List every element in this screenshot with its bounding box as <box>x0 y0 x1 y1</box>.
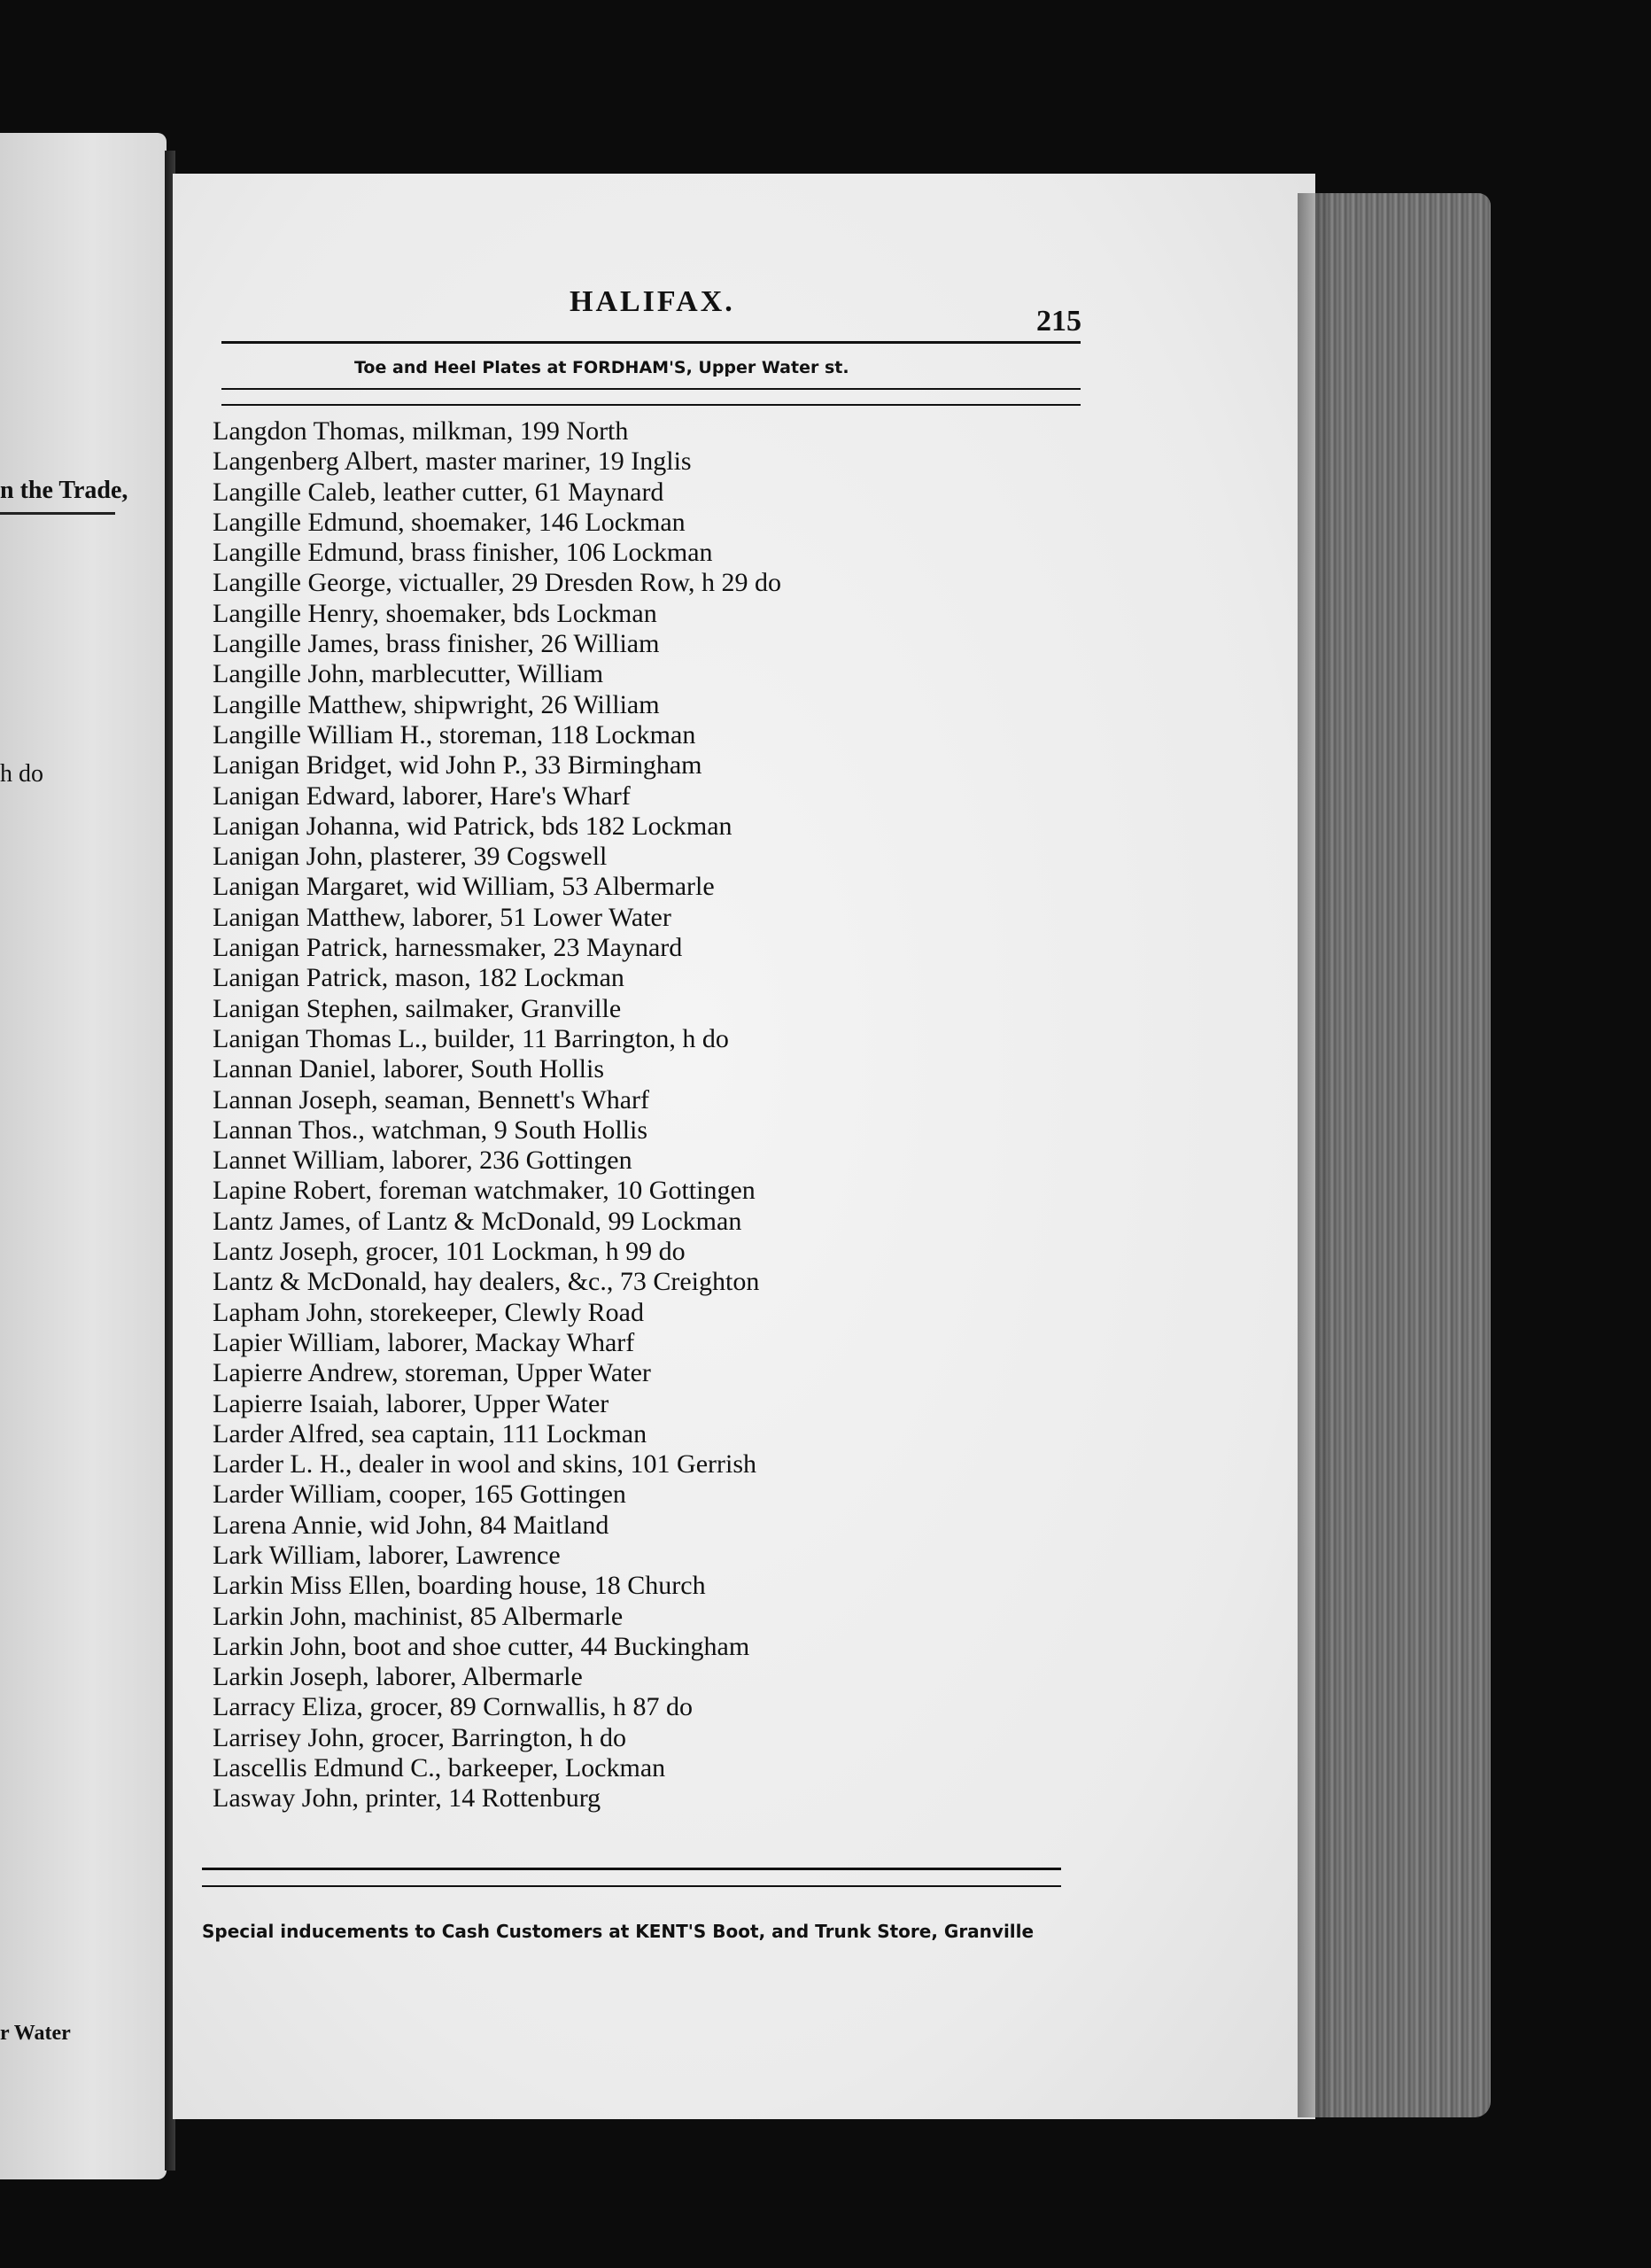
directory-entry: Langille Edmund, shoemaker, 146 Lockman <box>213 507 686 537</box>
directory-entry: Larder William, cooper, 165 Gottingen <box>213 1480 626 1510</box>
directory-entry: Lannan Thos., watchman, 9 South Hollis <box>213 1115 648 1145</box>
header-rule <box>221 388 1081 390</box>
previous-page-do-fragment: h do <box>0 760 43 788</box>
directory-entry: Langille Caleb, leather cutter, 61 Maynard <box>213 477 664 507</box>
directory-entry: Lapine Robert, foreman watchmaker, 10 Gottingen <box>213 1176 756 1206</box>
directory-entry: Larkin John, machinist, 85 Albermarle <box>213 1601 624 1631</box>
directory-entry: Larkin John, boot and shoe cutter, 44 Buckingham <box>213 1631 750 1661</box>
directory-entry: Lanigan Edward, laborer, Hare's Wharf <box>213 781 631 811</box>
header-advertisement: Toe and Heel Plates at FORDHAM'S, Upper Water st. <box>354 358 849 377</box>
page-number: 215 <box>1036 305 1081 338</box>
directory-entry: Lanigan Patrick, harnessmaker, 23 Maynard <box>213 933 683 963</box>
directory-entries <box>213 416 1098 1814</box>
footer-rule <box>202 1868 1061 1870</box>
previous-page-rule <box>0 512 115 515</box>
directory-entry: Langille George, victualler, 29 Dresden Row, h 29 do <box>213 568 781 598</box>
footer-rule <box>202 1885 1061 1887</box>
previous-page-edge <box>0 133 167 2179</box>
previous-page-water-fragment: r Water <box>0 2022 71 2045</box>
directory-entry: Langille Matthew, shipwright, 26 William <box>213 689 660 719</box>
directory-entry: Lannet William, laborer, 236 Gottingen <box>213 1146 632 1176</box>
directory-entry: Lannan Daniel, laborer, South Hollis <box>213 1054 605 1084</box>
directory-entry: Lapier William, laborer, Mackay Wharf <box>213 1327 635 1357</box>
directory-entry: Langille William H., storeman, 118 Lockman <box>213 719 696 750</box>
directory-entry: Larder Alfred, sea captain, 111 Lockman <box>213 1418 647 1449</box>
directory-entry: Langille Edmund, brass finisher, 106 Lockman <box>213 538 713 568</box>
directory-entry: Lanigan Stephen, sailmaker, Granville <box>213 993 622 1023</box>
directory-entry: Larkin Miss Ellen, boarding house, 18 Church <box>213 1571 706 1601</box>
directory-entry: Larder L. H., dealer in wool and skins, 101 Gerrish <box>213 1449 757 1480</box>
header-rule <box>221 404 1081 406</box>
directory-entry: Lannan Joseph, seaman, Bennett's Wharf <box>213 1084 650 1115</box>
header-rule <box>221 341 1081 344</box>
directory-entry: Langenberg Albert, master mariner, 19 Inglis <box>213 447 692 477</box>
directory-entry: Lanigan Patrick, mason, 182 Lockman <box>213 963 624 993</box>
directory-entry: Langdon Thomas, milkman, 199 North <box>213 416 629 446</box>
page-edge-shadow <box>1298 193 1333 2117</box>
directory-entry: Langille Henry, shoemaker, bds Lockman <box>213 598 657 628</box>
directory-entry: Lantz & McDonald, hay dealers, &c., 73 Creighton <box>213 1267 760 1297</box>
directory-entry: Larena Annie, wid John, 84 Maitland <box>213 1510 609 1540</box>
directory-entry: Langille John, marblecutter, William <box>213 659 604 689</box>
directory-entry: Larkin Joseph, laborer, Albermarle <box>213 1662 583 1692</box>
directory-entry: Lasway John, printer, 14 Rottenburg <box>213 1783 601 1814</box>
directory-entry: Lantz Joseph, grocer, 101 Lockman, h 99 do <box>213 1237 686 1267</box>
directory-entry: Lark William, laborer, Lawrence <box>213 1540 561 1570</box>
previous-page-trade-fragment: n the Trade, <box>0 477 128 504</box>
directory-entry: Lapierre Andrew, storeman, Upper Water <box>213 1358 651 1388</box>
directory-entry: Lanigan Bridget, wid John P., 33 Birmingham <box>213 750 702 781</box>
directory-entry: Lapierre Isaiah, laborer, Upper Water <box>213 1388 609 1418</box>
directory-entry: Larracy Eliza, grocer, 89 Cornwallis, h 87 do <box>213 1692 693 1722</box>
footer-advertisement: Special inducements to Cash Customers at KENT'S Boot, and Trunk Store, Granville <box>202 1921 1035 1942</box>
directory-entry: Lanigan Thomas L., builder, 11 Barrington, h do <box>213 1023 729 1053</box>
directory-entry: Lapham John, storekeeper, Clewly Road <box>213 1297 645 1327</box>
directory-entry: Lanigan Johanna, wid Patrick, bds 182 Lockman <box>213 811 732 841</box>
directory-entry: Lantz James, of Lantz & McDonald, 99 Lockman <box>213 1206 742 1236</box>
page-title: HALIFAX. <box>570 285 735 318</box>
directory-entry: Larrisey John, grocer, Barrington, h do <box>213 1722 627 1752</box>
directory-entry: Lascellis Edmund C., barkeeper, Lockman <box>213 1753 666 1783</box>
directory-entry: Lanigan Margaret, wid William, 53 Albermarle <box>213 872 715 902</box>
directory-entry: Langille James, brass finisher, 26 William <box>213 629 660 659</box>
directory-entry: Lanigan Matthew, laborer, 51 Lower Water <box>213 902 671 932</box>
directory-entry: Lanigan John, plasterer, 39 Cogswell <box>213 842 608 872</box>
